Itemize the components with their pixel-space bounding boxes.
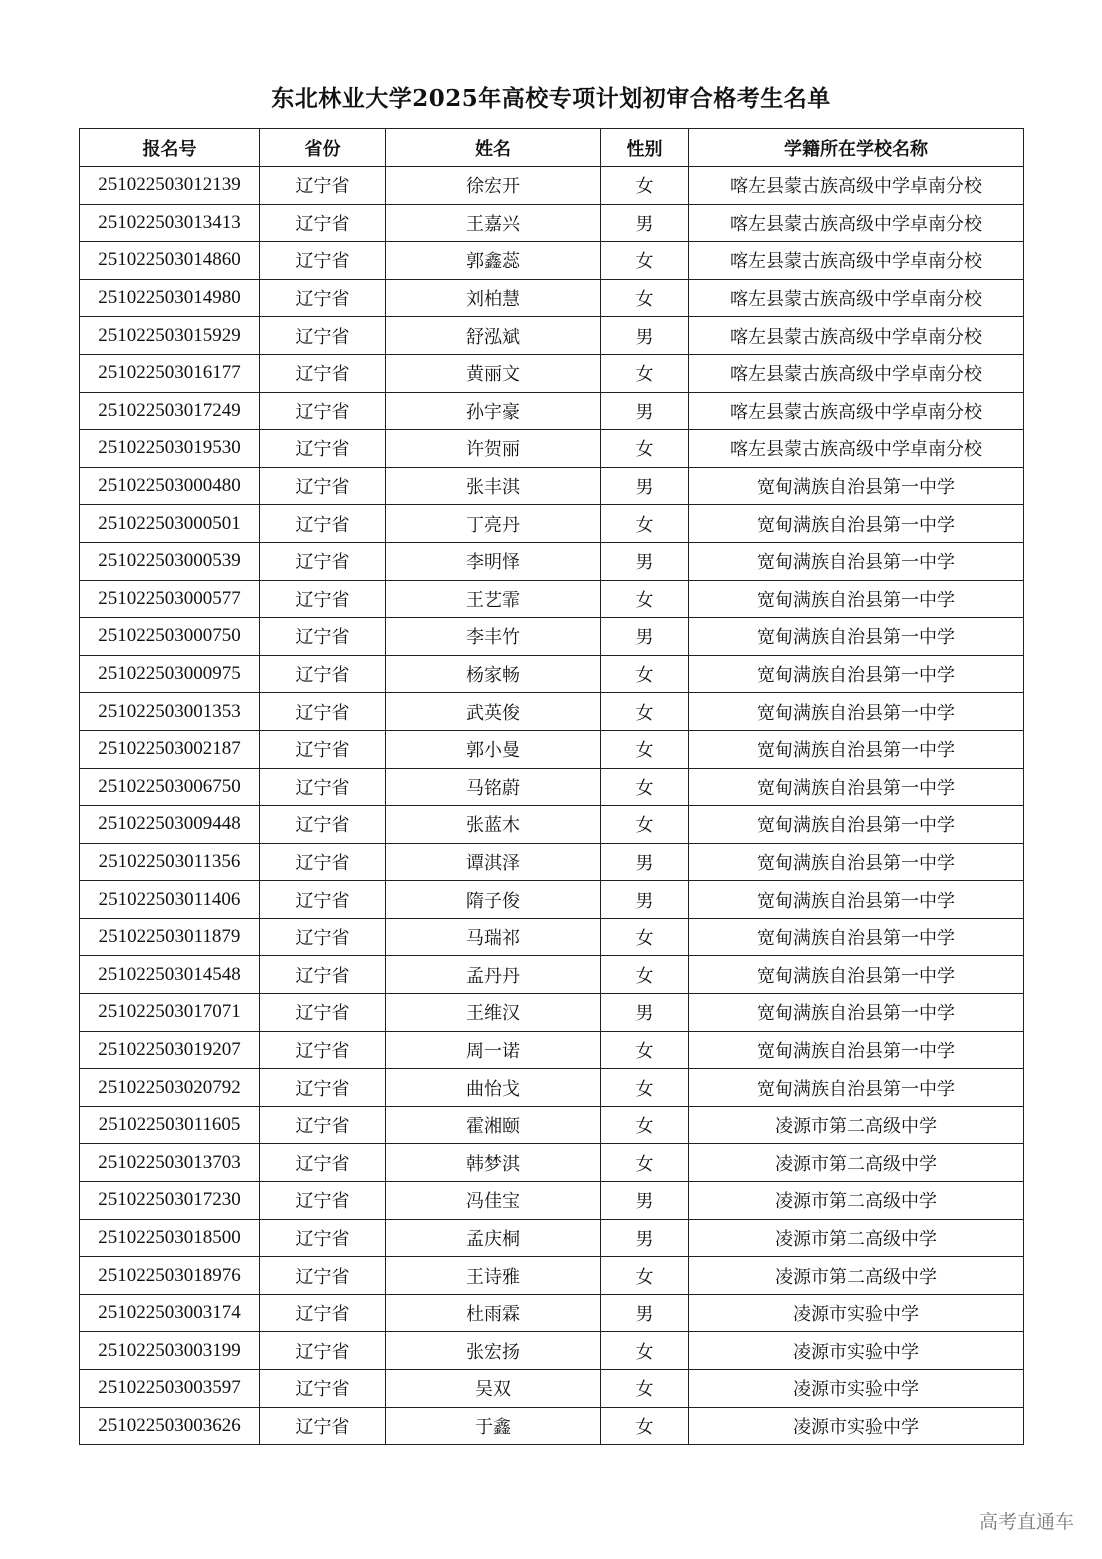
registration-number-cell: 251022503000577	[80, 580, 260, 618]
name-cell: 霍湘颐	[386, 1106, 601, 1144]
school-cell: 喀左县蒙古族高级中学卓南分校	[689, 317, 1024, 355]
header-gender: 性别	[601, 129, 689, 167]
name-cell: 杜雨霖	[386, 1294, 601, 1332]
watermark: 高考直通车	[978, 1511, 1074, 1533]
gender-cell: 男	[601, 467, 689, 505]
school-cell: 喀左县蒙古族高级中学卓南分校	[689, 354, 1024, 392]
province-cell: 辽宁省	[260, 618, 386, 656]
table-row	[80, 956, 1024, 994]
header-name: 姓名	[386, 129, 601, 167]
gender-cell: 女	[601, 1144, 689, 1182]
table-row	[80, 1106, 1024, 1144]
gender-cell: 女	[601, 693, 689, 731]
table-row	[80, 242, 1024, 280]
gender-cell: 女	[601, 1407, 689, 1445]
table-row	[80, 1182, 1024, 1220]
school-cell: 宽甸满族自治县第一中学	[689, 768, 1024, 806]
gender-cell: 男	[601, 994, 689, 1032]
registration-number-cell: 251022503011605	[80, 1106, 260, 1144]
province-cell: 辽宁省	[260, 1182, 386, 1220]
name-cell: 郭小曼	[386, 730, 601, 768]
registration-number-cell: 251022503014980	[80, 279, 260, 317]
school-cell: 宽甸满族自治县第一中学	[689, 693, 1024, 731]
table-row	[80, 317, 1024, 355]
province-cell: 辽宁省	[260, 430, 386, 468]
school-cell: 凌源市第二高级中学	[689, 1106, 1024, 1144]
registration-number-cell: 251022503011406	[80, 881, 260, 919]
table-row	[80, 1069, 1024, 1107]
school-cell: 喀左县蒙古族高级中学卓南分校	[689, 167, 1024, 205]
school-cell: 宽甸满族自治县第一中学	[689, 806, 1024, 844]
table-row	[80, 843, 1024, 881]
name-cell: 黄丽文	[386, 354, 601, 392]
registration-number-cell: 251022503003626	[80, 1407, 260, 1445]
school-cell: 凌源市第二高级中学	[689, 1144, 1024, 1182]
province-cell: 辽宁省	[260, 1257, 386, 1295]
registration-number-cell: 251022503000501	[80, 505, 260, 543]
document-title: 东北林业大学2025年高校专项计划初审合格考生名单	[271, 85, 831, 112]
table-body	[80, 167, 1024, 1445]
province-cell: 辽宁省	[260, 204, 386, 242]
name-cell: 武英俊	[386, 693, 601, 731]
name-cell: 舒泓斌	[386, 317, 601, 355]
registration-number-cell: 251022503017071	[80, 994, 260, 1032]
province-cell: 辽宁省	[260, 730, 386, 768]
gender-cell: 女	[601, 505, 689, 543]
province-cell: 辽宁省	[260, 542, 386, 580]
name-cell: 孟丹丹	[386, 956, 601, 994]
gender-cell: 女	[601, 655, 689, 693]
name-cell: 张蓝木	[386, 806, 601, 844]
school-cell: 宽甸满族自治县第一中学	[689, 1069, 1024, 1107]
registration-number-cell: 251022503014548	[80, 956, 260, 994]
province-cell: 辽宁省	[260, 881, 386, 919]
registration-number-cell: 251022503016177	[80, 354, 260, 392]
table-row	[80, 354, 1024, 392]
province-cell: 辽宁省	[260, 1144, 386, 1182]
table-row	[80, 693, 1024, 731]
table-row	[80, 1257, 1024, 1295]
name-cell: 谭淇泽	[386, 843, 601, 881]
gender-cell: 男	[601, 317, 689, 355]
table-row	[80, 1332, 1024, 1370]
registration-number-cell: 251022503003174	[80, 1294, 260, 1332]
name-cell: 徐宏开	[386, 167, 601, 205]
table-row	[80, 167, 1024, 205]
school-cell: 宽甸满族自治县第一中学	[689, 505, 1024, 543]
school-cell: 凌源市实验中学	[689, 1294, 1024, 1332]
table-row	[80, 881, 1024, 919]
gender-cell: 男	[601, 204, 689, 242]
header-school: 学籍所在学校名称	[689, 129, 1024, 167]
name-cell: 张丰淇	[386, 467, 601, 505]
name-cell: 郭鑫蕊	[386, 242, 601, 280]
name-cell: 马瑞祁	[386, 918, 601, 956]
school-cell: 喀左县蒙古族高级中学卓南分校	[689, 392, 1024, 430]
gender-cell: 女	[601, 354, 689, 392]
registration-number-cell: 251022503019207	[80, 1031, 260, 1069]
header-province: 省份	[260, 129, 386, 167]
province-cell: 辽宁省	[260, 806, 386, 844]
table-row	[80, 1144, 1024, 1182]
header-registration-number: 报名号	[80, 129, 260, 167]
school-cell: 宽甸满族自治县第一中学	[689, 467, 1024, 505]
school-cell: 凌源市第二高级中学	[689, 1219, 1024, 1257]
province-cell: 辽宁省	[260, 1407, 386, 1445]
province-cell: 辽宁省	[260, 956, 386, 994]
province-cell: 辽宁省	[260, 1332, 386, 1370]
table-row	[80, 918, 1024, 956]
name-cell: 周一诺	[386, 1031, 601, 1069]
registration-number-cell: 251022503001353	[80, 693, 260, 731]
province-cell: 辽宁省	[260, 467, 386, 505]
name-cell: 王嘉兴	[386, 204, 601, 242]
school-cell: 宽甸满族自治县第一中学	[689, 843, 1024, 881]
name-cell: 李明怿	[386, 542, 601, 580]
province-cell: 辽宁省	[260, 994, 386, 1032]
registration-number-cell: 251022503020792	[80, 1069, 260, 1107]
school-cell: 宽甸满族自治县第一中学	[689, 730, 1024, 768]
registration-number-cell: 251022503013413	[80, 204, 260, 242]
registration-number-cell: 251022503017249	[80, 392, 260, 430]
name-cell: 马铭蔚	[386, 768, 601, 806]
gender-cell: 女	[601, 1332, 689, 1370]
gender-cell: 女	[601, 1106, 689, 1144]
province-cell: 辽宁省	[260, 1370, 386, 1408]
registration-number-cell: 251022503019530	[80, 430, 260, 468]
table-row	[80, 430, 1024, 468]
gender-cell: 男	[601, 1294, 689, 1332]
gender-cell: 女	[601, 768, 689, 806]
gender-cell: 女	[601, 1069, 689, 1107]
gender-cell: 女	[601, 580, 689, 618]
school-cell: 喀左县蒙古族高级中学卓南分校	[689, 279, 1024, 317]
school-cell: 宽甸满族自治县第一中学	[689, 542, 1024, 580]
province-cell: 辽宁省	[260, 167, 386, 205]
registration-number-cell: 251022503018500	[80, 1219, 260, 1257]
gender-cell: 男	[601, 618, 689, 656]
gender-cell: 男	[601, 1219, 689, 1257]
name-cell: 许贺丽	[386, 430, 601, 468]
name-cell: 冯佳宝	[386, 1182, 601, 1220]
table-row	[80, 204, 1024, 242]
table-row	[80, 1219, 1024, 1257]
province-cell: 辽宁省	[260, 317, 386, 355]
table-row	[80, 1031, 1024, 1069]
province-cell: 辽宁省	[260, 1069, 386, 1107]
table-row	[80, 542, 1024, 580]
table-row	[80, 730, 1024, 768]
table-row	[80, 1370, 1024, 1408]
gender-cell: 女	[601, 1031, 689, 1069]
province-cell: 辽宁省	[260, 768, 386, 806]
school-cell: 宽甸满族自治县第一中学	[689, 580, 1024, 618]
school-cell: 宽甸满族自治县第一中学	[689, 956, 1024, 994]
name-cell: 杨家畅	[386, 655, 601, 693]
gender-cell: 女	[601, 1257, 689, 1295]
registration-number-cell: 251022503000975	[80, 655, 260, 693]
gender-cell: 男	[601, 392, 689, 430]
registration-number-cell: 251022503012139	[80, 167, 260, 205]
gender-cell: 男	[601, 542, 689, 580]
table-row	[80, 806, 1024, 844]
province-cell: 辽宁省	[260, 279, 386, 317]
school-cell: 凌源市实验中学	[689, 1407, 1024, 1445]
table-row	[80, 618, 1024, 656]
registration-number-cell: 251022503000480	[80, 467, 260, 505]
table-row	[80, 505, 1024, 543]
province-cell: 辽宁省	[260, 580, 386, 618]
name-cell: 孟庆桐	[386, 1219, 601, 1257]
candidate-table	[79, 128, 1024, 1445]
gender-cell: 女	[601, 956, 689, 994]
gender-cell: 女	[601, 430, 689, 468]
name-cell: 隋子俊	[386, 881, 601, 919]
registration-number-cell: 251022503006750	[80, 768, 260, 806]
table-row	[80, 655, 1024, 693]
gender-cell: 男	[601, 881, 689, 919]
province-cell: 辽宁省	[260, 1294, 386, 1332]
name-cell: 于鑫	[386, 1407, 601, 1445]
province-cell: 辽宁省	[260, 693, 386, 731]
school-cell: 宽甸满族自治县第一中学	[689, 994, 1024, 1032]
gender-cell: 女	[601, 167, 689, 205]
province-cell: 辽宁省	[260, 1106, 386, 1144]
gender-cell: 男	[601, 843, 689, 881]
registration-number-cell: 251022503011356	[80, 843, 260, 881]
registration-number-cell: 251022503000539	[80, 542, 260, 580]
registration-number-cell: 251022503003597	[80, 1370, 260, 1408]
table-row	[80, 392, 1024, 430]
registration-number-cell: 251022503009448	[80, 806, 260, 844]
name-cell: 王维汉	[386, 994, 601, 1032]
school-cell: 宽甸满族自治县第一中学	[689, 881, 1024, 919]
province-cell: 辽宁省	[260, 242, 386, 280]
province-cell: 辽宁省	[260, 918, 386, 956]
registration-number-cell: 251022503018976	[80, 1257, 260, 1295]
school-cell: 宽甸满族自治县第一中学	[689, 1031, 1024, 1069]
school-cell: 宽甸满族自治县第一中学	[689, 618, 1024, 656]
registration-number-cell: 251022503000750	[80, 618, 260, 656]
gender-cell: 女	[601, 730, 689, 768]
name-cell: 丁亮丹	[386, 505, 601, 543]
name-cell: 王诗雅	[386, 1257, 601, 1295]
school-cell: 宽甸满族自治县第一中学	[689, 655, 1024, 693]
name-cell: 李丰竹	[386, 618, 601, 656]
registration-number-cell: 251022503003199	[80, 1332, 260, 1370]
gender-cell: 女	[601, 918, 689, 956]
gender-cell: 女	[601, 806, 689, 844]
gender-cell: 男	[601, 1182, 689, 1220]
gender-cell: 女	[601, 242, 689, 280]
name-cell: 孙宇豪	[386, 392, 601, 430]
name-cell: 王艺霏	[386, 580, 601, 618]
province-cell: 辽宁省	[260, 655, 386, 693]
registration-number-cell: 251022503014860	[80, 242, 260, 280]
province-cell: 辽宁省	[260, 354, 386, 392]
gender-cell: 女	[601, 1370, 689, 1408]
school-cell: 喀左县蒙古族高级中学卓南分校	[689, 242, 1024, 280]
gender-cell: 女	[601, 279, 689, 317]
table-row	[80, 1407, 1024, 1445]
province-cell: 辽宁省	[260, 1219, 386, 1257]
name-cell: 张宏扬	[386, 1332, 601, 1370]
table-row	[80, 279, 1024, 317]
table-row	[80, 1294, 1024, 1332]
school-cell: 凌源市实验中学	[689, 1332, 1024, 1370]
name-cell: 吴双	[386, 1370, 601, 1408]
registration-number-cell: 251022503002187	[80, 730, 260, 768]
registration-number-cell: 251022503013703	[80, 1144, 260, 1182]
school-cell: 喀左县蒙古族高级中学卓南分校	[689, 430, 1024, 468]
registration-number-cell: 251022503011879	[80, 918, 260, 956]
school-cell: 凌源市第二高级中学	[689, 1257, 1024, 1295]
school-cell: 宽甸满族自治县第一中学	[689, 918, 1024, 956]
name-cell: 曲怡戈	[386, 1069, 601, 1107]
table-row	[80, 580, 1024, 618]
province-cell: 辽宁省	[260, 1031, 386, 1069]
school-cell: 喀左县蒙古族高级中学卓南分校	[689, 204, 1024, 242]
school-cell: 凌源市第二高级中学	[689, 1182, 1024, 1220]
table-row	[80, 467, 1024, 505]
name-cell: 韩梦淇	[386, 1144, 601, 1182]
province-cell: 辽宁省	[260, 392, 386, 430]
registration-number-cell: 251022503015929	[80, 317, 260, 355]
table-row	[80, 768, 1024, 806]
registration-number-cell: 251022503017230	[80, 1182, 260, 1220]
province-cell: 辽宁省	[260, 843, 386, 881]
school-cell: 凌源市实验中学	[689, 1370, 1024, 1408]
table-row	[80, 994, 1024, 1032]
province-cell: 辽宁省	[260, 505, 386, 543]
table-header-row	[80, 129, 1024, 167]
name-cell: 刘柏慧	[386, 279, 601, 317]
